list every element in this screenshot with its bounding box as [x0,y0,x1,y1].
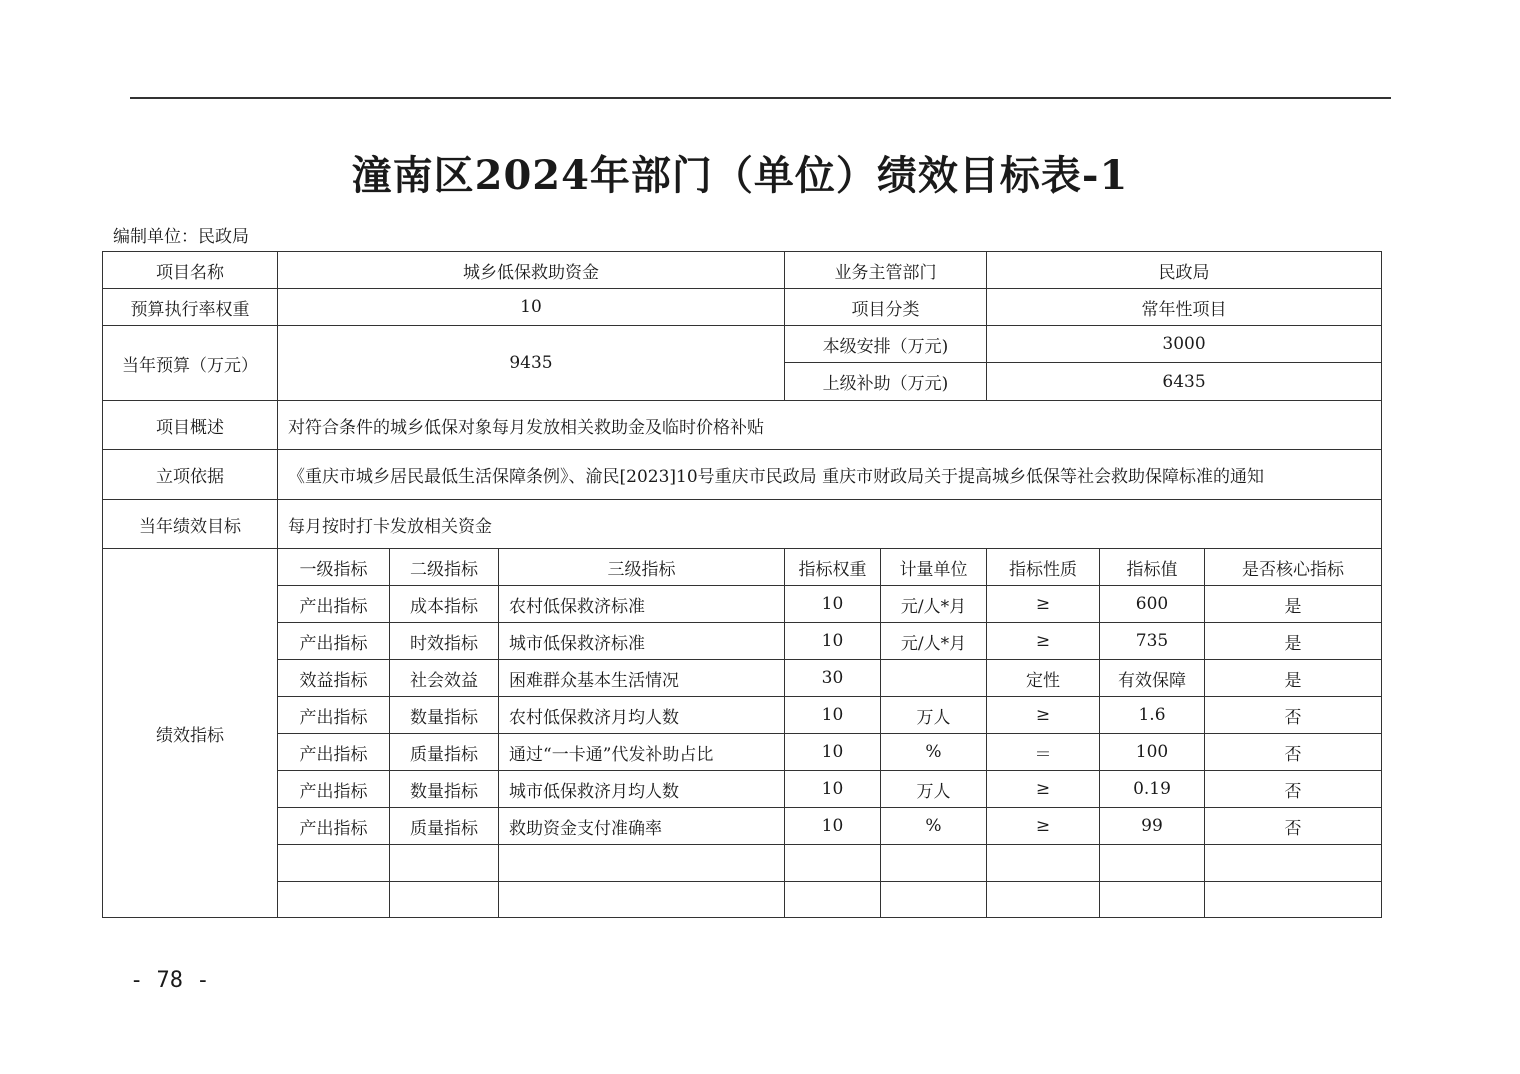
indicator-l2: 质量指标 [390,734,499,771]
overview-label: 项目概述 [103,401,278,450]
indicator-weight: 10 [785,623,881,660]
indicator-weight [785,882,881,918]
budget-value: 9435 [278,326,785,401]
local-label: 本级安排（万元) [785,326,987,363]
indicator-l1: 产出指标 [278,808,390,845]
indicator-value: 1.6 [1100,697,1205,734]
indicator-unit [881,882,987,918]
header-nature: 指标性质 [987,549,1100,586]
row-basis [103,450,1382,500]
indicator-weight: 30 [785,660,881,697]
indicator-row [103,734,1382,771]
indicator-row [103,808,1382,845]
indicator-l1: 产出指标 [278,697,390,734]
indicator-core: 是 [1205,586,1382,623]
indicator-nature: ≥ [987,697,1100,734]
indicator-l3: 城市低保救济标准 [499,623,785,660]
indicator-value [1100,845,1205,882]
category-label: 项目分类 [785,289,987,326]
weight-value: 10 [278,289,785,326]
indicator-l1: 效益指标 [278,660,390,697]
indicator-weight: 10 [785,771,881,808]
indicator-l2: 时效指标 [390,623,499,660]
indicator-core [1205,845,1382,882]
indicator-nature [987,882,1100,918]
indicator-core: 否 [1205,771,1382,808]
project-name-label: 项目名称 [103,252,278,289]
upper-value: 6435 [987,363,1382,401]
indicator-l2: 社会效益 [390,660,499,697]
indicator-l2 [390,845,499,882]
indicator-unit: 万人 [881,697,987,734]
indicator-l3: 救助资金支付准确率 [499,808,785,845]
goal-label: 当年绩效目标 [103,500,278,549]
row-budget-local [103,326,1382,363]
indicator-value: 99 [1100,808,1205,845]
overview-value: 对符合条件的城乡低保对象每月发放相关救助金及临时价格补贴 [278,401,1382,450]
indicator-l1 [278,845,390,882]
header-l2: 二级指标 [390,549,499,586]
indicator-l2: 质量指标 [390,808,499,845]
dept-label: 业务主管部门 [785,252,987,289]
indicator-l3 [499,882,785,918]
indicator-l2: 数量指标 [390,771,499,808]
indicator-row [103,771,1382,808]
indicator-unit: 万人 [881,771,987,808]
indicator-unit: % [881,734,987,771]
indicator-l1: 产出指标 [278,771,390,808]
budget-label: 当年预算（万元） [103,326,278,401]
page-number: - 78 - [130,968,210,993]
local-value: 3000 [987,326,1382,363]
indicator-weight [785,845,881,882]
basis-label: 立项依据 [103,450,278,500]
indicator-nature: ＝ [987,734,1100,771]
row-goal [103,500,1382,549]
indicator-row [103,586,1382,623]
indicator-unit: % [881,808,987,845]
indicator-l1: 产出指标 [278,734,390,771]
indicator-core: 是 [1205,660,1382,697]
indicator-l3: 城市低保救济月均人数 [499,771,785,808]
upper-label: 上级补助（万元) [785,363,987,401]
category-value: 常年性项目 [987,289,1382,326]
indicator-l3: 通过“一卡通”代发补助占比 [499,734,785,771]
indicator-value [1100,882,1205,918]
compiling-unit: 编制单位：民政局 [113,227,249,247]
indicator-value: 735 [1100,623,1205,660]
header-rule [130,97,1391,99]
indicator-l1: 产出指标 [278,623,390,660]
row-weight [103,289,1382,326]
indicator-core: 否 [1205,697,1382,734]
indicator-l3: 农村低保救济标准 [499,586,785,623]
header-weight: 指标权重 [785,549,881,586]
indicator-nature: ≥ [987,771,1100,808]
indicator-l3: 农村低保救济月均人数 [499,697,785,734]
header-l3: 三级指标 [499,549,785,586]
indicator-core [1205,882,1382,918]
indicator-nature: ≥ [987,808,1100,845]
weight-label: 预算执行率权重 [103,289,278,326]
header-core: 是否核心指标 [1205,549,1382,586]
indicator-row [103,660,1382,697]
indicator-unit [881,845,987,882]
indicator-nature: ≥ [987,586,1100,623]
indicator-l2: 成本指标 [390,586,499,623]
performance-target-table [102,251,1382,918]
indicator-nature [987,845,1100,882]
indicator-nature: 定性 [987,660,1100,697]
indicator-weight: 10 [785,586,881,623]
indicator-value: 100 [1100,734,1205,771]
indicator-l1: 产出指标 [278,586,390,623]
row-overview [103,401,1382,450]
indicator-weight: 10 [785,734,881,771]
indicator-row [103,623,1382,660]
header-l1: 一级指标 [278,549,390,586]
indicator-row [103,697,1382,734]
indicator-weight: 10 [785,697,881,734]
indicator-value: 0.19 [1100,771,1205,808]
perf-label: 绩效指标 [103,549,278,918]
project-name-value: 城乡低保救助资金 [278,252,785,289]
indicator-core: 否 [1205,808,1382,845]
page-title: 潼南区2024年部门（单位）绩效目标表-1 [351,152,1129,199]
indicator-weight: 10 [785,808,881,845]
indicator-unit: 元/人*月 [881,623,987,660]
dept-value: 民政局 [987,252,1382,289]
indicator-value: 600 [1100,586,1205,623]
row-project-name [103,252,1382,289]
indicator-value: 有效保障 [1100,660,1205,697]
indicator-l2: 数量指标 [390,697,499,734]
indicator-nature: ≥ [987,623,1100,660]
basis-value: 《重庆市城乡居民最低生活保障条例》、渝民[2023]10号重庆市民政局 重庆市财政局关于提高城乡低保等社会救助保障标准的通知 [278,450,1382,500]
indicator-core: 否 [1205,734,1382,771]
indicator-l1 [278,882,390,918]
indicator-row-empty [103,882,1382,918]
goal-value: 每月按时打卡发放相关资金 [278,500,1382,549]
indicator-row-empty [103,845,1382,882]
indicator-l3: 困难群众基本生活情况 [499,660,785,697]
indicator-l3 [499,845,785,882]
indicator-core: 是 [1205,623,1382,660]
header-value: 指标值 [1100,549,1205,586]
indicator-header-row [103,549,1382,586]
indicator-unit: 元/人*月 [881,586,987,623]
indicator-unit [881,660,987,697]
header-unit: 计量单位 [881,549,987,586]
indicator-l2 [390,882,499,918]
